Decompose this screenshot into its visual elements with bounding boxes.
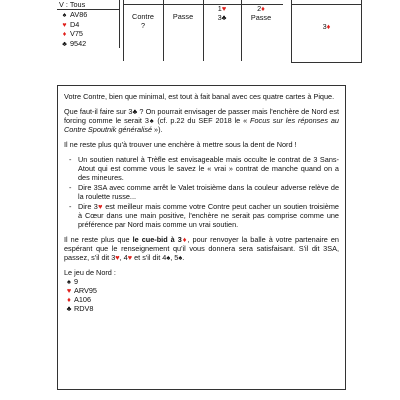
hand-row-diamonds	[57, 29, 119, 39]
heart-icon: ♥	[66, 286, 72, 295]
bid-column-south	[123, 0, 163, 61]
diamond-icon: ♦	[62, 31, 67, 39]
bid-cell: 1♥	[217, 4, 227, 13]
heart-icon: ♥	[115, 253, 120, 262]
diamond-icon: ♦	[326, 22, 331, 31]
bid-cell: 2♦	[257, 4, 265, 13]
heart-icon: ♥	[127, 253, 133, 262]
hand-cards: V75	[70, 29, 83, 39]
answer-value: 3♦	[322, 22, 331, 31]
hand-row-clubs	[57, 39, 119, 49]
hand-row-hearts	[57, 20, 119, 30]
hand-cards: AV86	[70, 10, 88, 19]
club-icon: ♣	[221, 13, 227, 22]
north-hand-row: ♣ RDV8	[64, 304, 339, 313]
spade-icon: ♠	[67, 277, 71, 286]
hand-row-spades	[57, 10, 119, 20]
north-hand-row: ♦ A106	[64, 295, 339, 304]
bid-column-east	[241, 0, 281, 61]
answer-box-header	[292, 0, 361, 5]
bid-column-west	[163, 0, 203, 61]
north-hand-title: Le jeu de Nord :	[64, 268, 116, 277]
paragraph: Que faut-il faire sur 3♣ ? On pourrait envisager de passer mais l'enchère de Nord est forcing comme le serait 3♠ (cf. p.22 du SEF 2018 le « Focus sur les réponses au Contre Spoutnik généralisé »).	[64, 107, 339, 134]
paragraph: Il ne reste plus que le cue-bid à 3♦, pour renvoyer la balle à votre partenaire en espérant que le renseignement qu'il vous donnera sera satisfaisant. S'il dit 3SA, passez, s'il dit 3♥, 4♥ et s'il dit 4♠, 5♠.	[64, 235, 339, 262]
club-icon: ♣	[132, 107, 138, 116]
list-item: - Un soutien naturel à Trèfle est envisageable mais occulte le contrat de 3 Sans-Atout qui est comme vous le savez le « vrai » contrat de manche quand on a des mineures.	[78, 155, 339, 182]
diamond-icon: ♦	[67, 295, 71, 304]
list-item: - Dire 3♥ est meilleur mais comme votre Contre peut cacher un soutien troisième à Cœur dans une main positive, l'enchère ne serait pas comprise comme une préférence par Nord mais comme un vrai soutien.	[78, 202, 339, 229]
hand-diagram	[57, 0, 120, 48]
commentary-box	[57, 85, 346, 390]
spade-icon: ♠	[62, 12, 67, 19]
north-hand-row: ♠ 9	[64, 277, 339, 286]
spade-icon: ♠	[178, 253, 183, 262]
paragraph: Il ne reste plus qu'à trouver une enchère à mettre sous la dent de Nord !	[64, 140, 297, 149]
heart-icon: ♥	[97, 202, 103, 211]
list-item: - Dire 3SA avec comme arrêt le Valet troisième dans la couleur adverse relève de la roulette russe...	[78, 183, 339, 201]
hand-cards: D4	[70, 19, 80, 29]
vulnerability-label: V : Tous	[57, 0, 119, 10]
bid-column-north	[203, 0, 241, 61]
north-hand-row: ♥ ARV95	[64, 286, 339, 295]
bid-cell: Contre	[132, 12, 154, 21]
diamond-icon: ♦	[181, 235, 188, 244]
club-icon: ♣	[66, 304, 72, 313]
spade-icon: ♠	[148, 116, 155, 125]
hand-cards: 9542	[70, 38, 87, 48]
diamond-icon: ♦	[261, 4, 265, 13]
club-icon: ♣	[62, 40, 67, 48]
north-hand	[64, 268, 339, 313]
heart-icon: ♥	[221, 4, 227, 13]
bid-cell: Passe	[250, 13, 272, 22]
spade-icon: ♠	[166, 253, 171, 262]
heart-icon: ♥	[62, 21, 67, 29]
bid-cell: 3♣	[217, 13, 227, 22]
bidding-table	[123, 0, 283, 61]
bid-cell: Passe	[172, 12, 194, 21]
answer-box	[291, 0, 362, 63]
paragraph: Votre Contre, bien que minimal, est tout à fait banal avec ces quatre cartes à Pique.	[64, 92, 335, 101]
bid-cell: ?	[140, 21, 146, 30]
options-list	[64, 155, 339, 229]
